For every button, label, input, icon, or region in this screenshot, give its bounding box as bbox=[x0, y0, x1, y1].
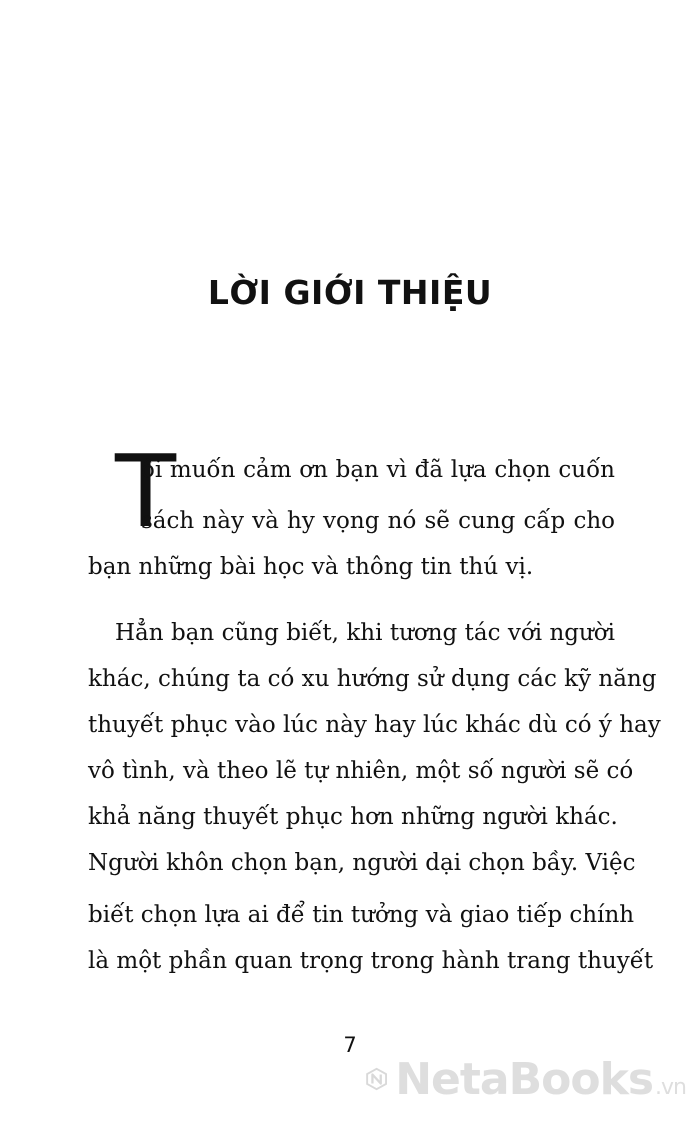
paragraph-2-line: biết chọn lựa ai để tin tưởng và giao tiếp chính bbox=[88, 902, 635, 928]
paragraph-2-line: thuyết phục vào lúc này hay lúc khác dù có ý hay bbox=[88, 712, 661, 738]
paragraph-1-line: ôi muốn cảm ơn bạn vì đã lựa chọn cuốn bbox=[141, 457, 615, 483]
chapter-title: LỜI GIỚI THIỆU bbox=[207, 273, 493, 312]
watermark bbox=[366, 1048, 686, 1110]
netabooks-logo-icon bbox=[366, 1049, 387, 1109]
drop-cap: T bbox=[115, 433, 177, 550]
watermark-suffix: .vn bbox=[655, 1074, 686, 1100]
paragraph-2-line: khả năng thuyết phục hơn những người khác. bbox=[88, 804, 618, 830]
paragraph-2-line: là một phần quan trọng trong hành trang thuyết bbox=[88, 948, 654, 974]
page-number: 7 bbox=[343, 1033, 357, 1057]
paragraph-1-line: bạn những bài học và thông tin thú vị. bbox=[88, 554, 534, 580]
paragraph-2-line: khác, chúng ta có xu hướng sử dụng các kỹ năng bbox=[88, 666, 657, 692]
paragraph-2-line: Hẳn bạn cũng biết, khi tương tác với người bbox=[115, 620, 615, 646]
paragraph-2-line: vô tình, và theo lẽ tự nhiên, một số người sẽ có bbox=[88, 758, 634, 784]
paragraph-1-line: sách này và hy vọng nó sẽ cung cấp cho bbox=[141, 508, 615, 534]
watermark-brand-text: NetaBooks bbox=[395, 1053, 654, 1105]
paragraph-2-line: Người khôn chọn bạn, người dại chọn bầy. Việc bbox=[88, 850, 636, 876]
watermark-brand bbox=[395, 1054, 686, 1105]
